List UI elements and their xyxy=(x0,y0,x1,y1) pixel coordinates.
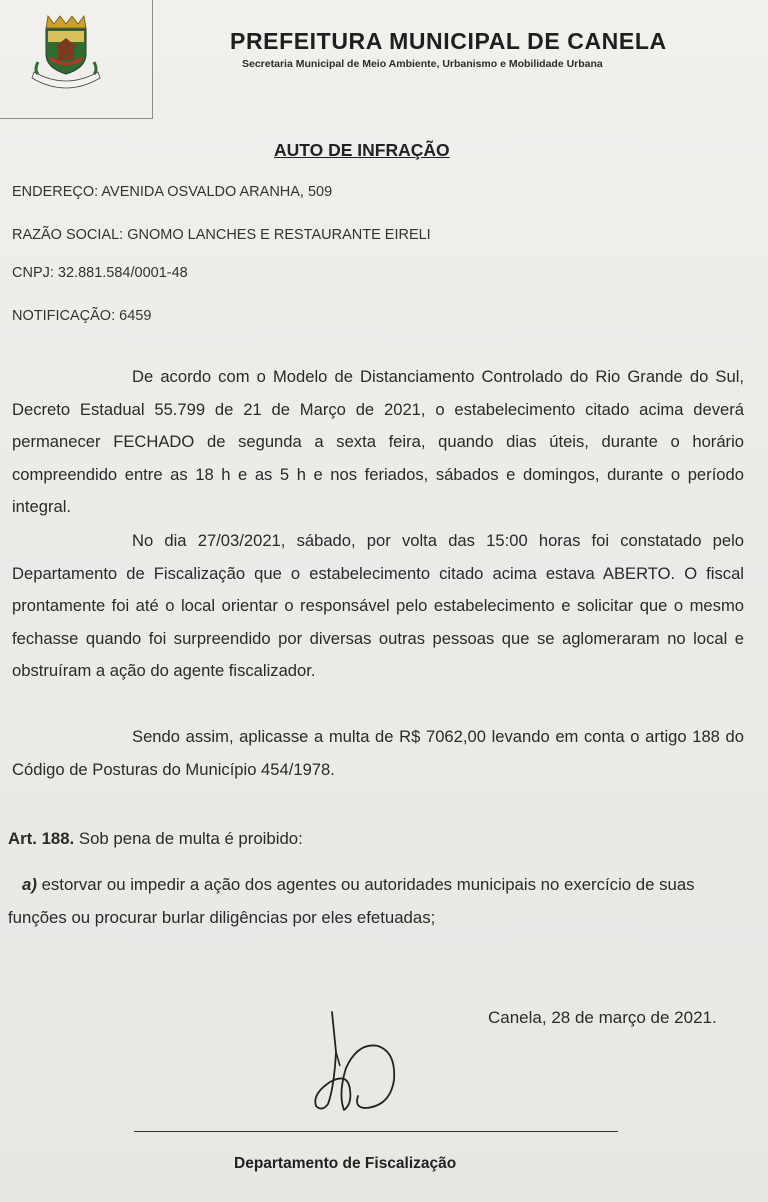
paragraph-3-text: Sendo assim, aplicasse a multa de R$ 7062,00 levando em conta o artigo 188 do Código de Posturas do Município 454/1978. xyxy=(12,727,744,779)
paragraph-2-text: No dia 27/03/2021, sábado, por volta das 15:00 horas foi constatado pelo Departamento de Fiscalização que o estabelecimento citado acima estava ABERTO. O fiscal prontamente foi até o local orientar o responsável pelo estabelecimento e solicitar que o mesmo fechasse quando foi surpreendido por diversas outras pessoas que se aglomeraram no local e obstruíram a ação do agente fiscalizador. xyxy=(12,531,744,680)
signature-icon xyxy=(300,1008,410,1128)
article-text: Sob pena de multa é proibido: xyxy=(74,829,303,848)
paragraph-3 xyxy=(12,721,744,786)
document-title: AUTO DE INFRAÇÃO xyxy=(274,140,450,160)
field-endereco: ENDEREÇO: AVENIDA OSVALDO ARANHA, 509 xyxy=(12,184,333,200)
municipal-crest-icon xyxy=(30,12,110,94)
paragraph-1 xyxy=(12,361,744,524)
field-razao-social: RAZÃO SOCIAL: GNOMO LANCHES E RESTAURANTE EIRELI xyxy=(12,227,431,243)
paragraph-2 xyxy=(12,525,744,688)
org-title: PREFEITURA MUNICIPAL DE CANELA xyxy=(230,28,667,54)
field-notificacao: NOTIFICAÇÃO: 6459 xyxy=(12,308,152,324)
org-subtitle: Secretaria Municipal de Meio Ambiente, Urbanismo e Mobilidade Urbana xyxy=(242,58,603,70)
department-name: Departamento de Fiscalização xyxy=(234,1155,457,1172)
paragraph-1-text: De acordo com o Modelo de Distanciamento Controlado do Rio Grande do Sul, Decreto Estadual 55.799 de 21 de Março de 2021, o estabelecimento citado acima deverá permanecer FECHADO de segunda a sexta feira, quando dias úteis, durante o horário compreendido entre as 18 h e as 5 h e nos feriados, sábados e domingos, durante o período integral. xyxy=(12,367,744,516)
article-item-a xyxy=(8,868,748,934)
signature-line xyxy=(134,1131,618,1132)
article-item-label: a) xyxy=(22,875,37,894)
document-date: Canela, 28 de março de 2021. xyxy=(488,1008,717,1027)
article-188 xyxy=(8,822,748,855)
logo-box xyxy=(0,0,153,119)
article-item-text: estorvar ou impedir a ação dos agentes ou autoridades municipais no exercício de suas funções ou procurar burlar diligências por eles efetuadas; xyxy=(8,875,695,927)
field-cnpj: CNPJ: 32.881.584/0001-48 xyxy=(12,265,188,281)
article-label: Art. 188. xyxy=(8,829,75,848)
